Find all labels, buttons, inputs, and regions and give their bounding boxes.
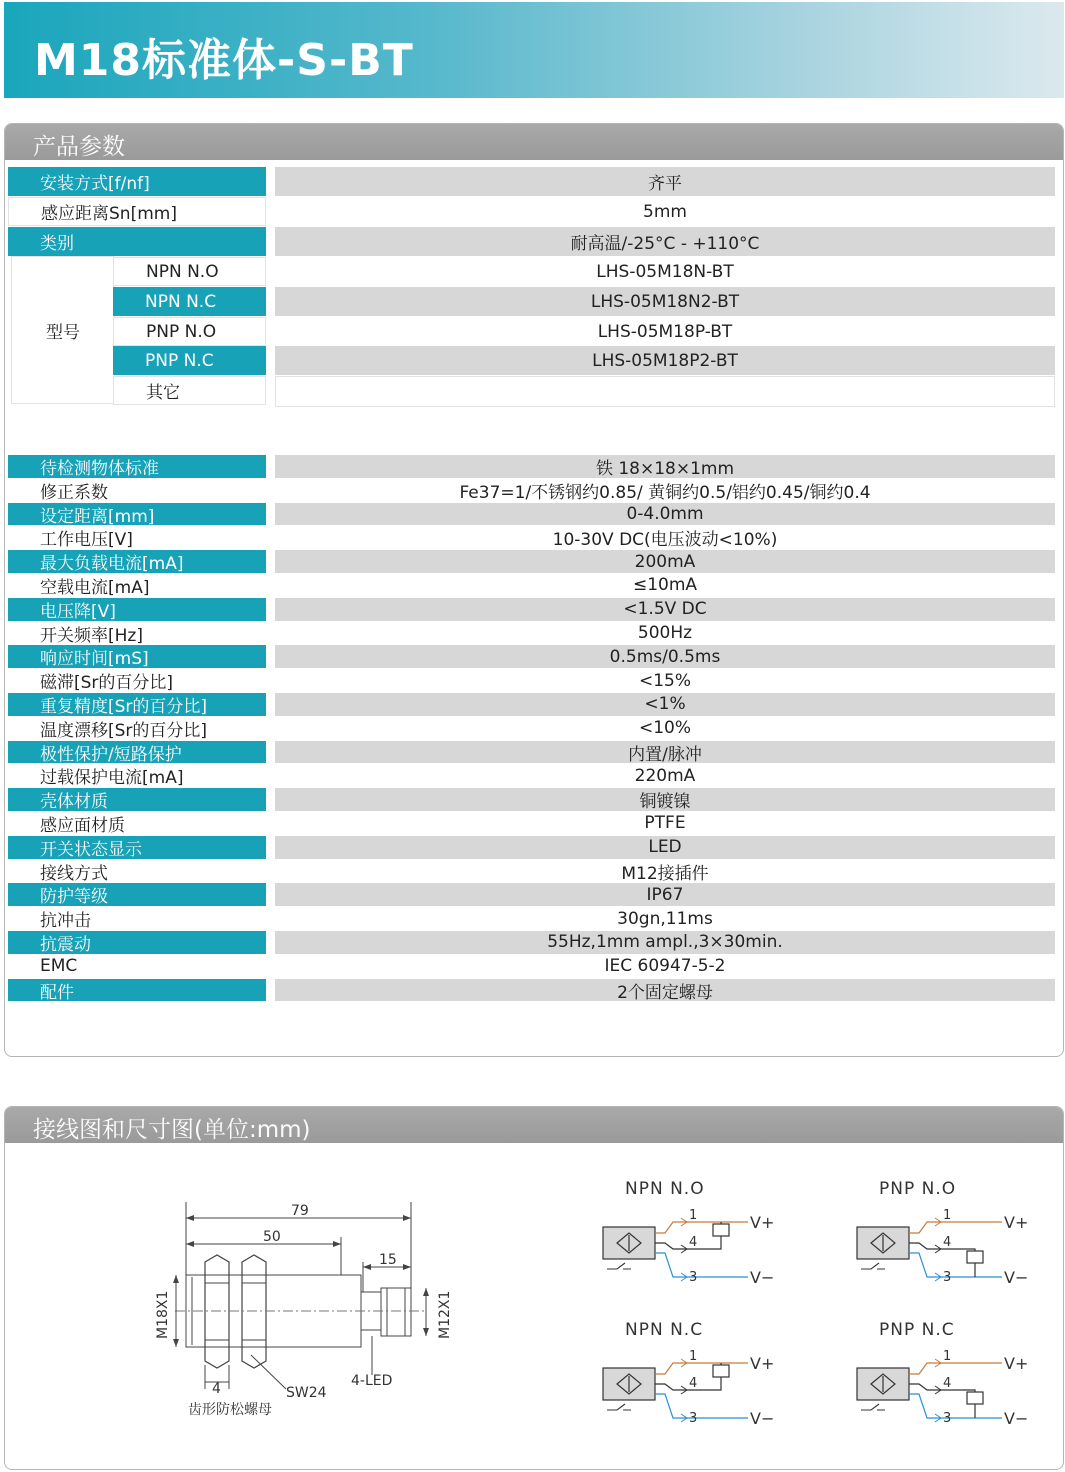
- dim-15: 15: [379, 1252, 397, 1268]
- params-section: [4, 123, 1064, 1057]
- model-value: LHS-05M18P-BT: [275, 317, 1055, 346]
- model-type: NPN N.C: [113, 287, 266, 316]
- load-icon: [967, 1251, 983, 1263]
- spec-label: 设定距离[mm]: [8, 503, 266, 526]
- param-label: 感应距离Sn[mm]: [8, 197, 266, 226]
- param-label: 类别: [8, 227, 266, 256]
- spec-value: 10-30V DC(电压波动<10%): [275, 526, 1055, 549]
- model-value: LHS-05M18N2-BT: [275, 287, 1055, 316]
- spec-value: 铁 18×18×1mm: [275, 455, 1055, 478]
- diagram-title: PNP N.O: [879, 1179, 957, 1199]
- spec-row: [8, 907, 1055, 930]
- vplus-label: V+: [1004, 1213, 1029, 1232]
- spec-label: 响应时间[mS]: [8, 645, 266, 668]
- pin-label: 4: [689, 1235, 698, 1250]
- spec-label: 壳体材质: [8, 788, 266, 811]
- pin-label: 4: [943, 1376, 952, 1391]
- dim-nut: 齿形防松螺母: [188, 1402, 272, 1418]
- spec-row: [8, 693, 1055, 716]
- vminus-label: V−: [750, 1268, 775, 1287]
- spec-label: EMC: [8, 955, 266, 978]
- spec-value: 55Hz,1mm ampl.,3×30min.: [275, 931, 1055, 954]
- spec-value: Fe37=1/不锈钢约0.85/ 黄铜约0.5/铝约0.45/铜约0.4: [275, 479, 1055, 502]
- spec-value: 200mA: [275, 550, 1055, 573]
- model-row: [8, 257, 1055, 286]
- diagram-title: NPN N.O: [625, 1179, 705, 1199]
- spec-row: [8, 836, 1055, 859]
- model-row: [8, 376, 1055, 405]
- wiring-diagram: [857, 1320, 1028, 1428]
- diagram-title: NPN N.C: [625, 1320, 704, 1340]
- model-row: [8, 346, 1055, 375]
- model-label: 型号: [11, 256, 115, 404]
- spec-label: 电压降[V]: [8, 598, 266, 621]
- spec-value: 220mA: [275, 764, 1055, 787]
- spec-value: PTFE: [275, 812, 1055, 835]
- spec-label: 开关频率[Hz]: [8, 622, 266, 645]
- model-value: LHS-05M18P2-BT: [275, 346, 1055, 375]
- vplus-label: V+: [750, 1213, 775, 1232]
- wiring-title-unit: (单位:mm): [194, 1117, 311, 1143]
- pin-label: 1: [943, 1349, 952, 1364]
- spec-row: [8, 526, 1055, 549]
- spec-row: [8, 979, 1055, 1002]
- spec-value: <10%: [275, 717, 1055, 740]
- wiring-title-main: 接线图和尺寸图: [33, 1117, 194, 1143]
- spec-row: [8, 645, 1055, 668]
- vminus-label: V−: [1004, 1409, 1029, 1428]
- pin-label: 4: [943, 1235, 952, 1250]
- spec-label: 抗冲击: [8, 907, 266, 930]
- wiring-diagrams: [5, 1107, 1063, 1469]
- load-icon: [713, 1365, 729, 1377]
- spec-row: [8, 764, 1055, 787]
- param-value: 齐平: [275, 167, 1055, 196]
- spec-row: [8, 479, 1055, 502]
- wiring-diagram: [603, 1320, 774, 1428]
- spec-label: 极性保护/短路保护: [8, 741, 266, 764]
- spec-row: [8, 503, 1055, 526]
- wiring-diagram: [857, 1179, 1028, 1287]
- param-label: 安装方式[f/nf]: [8, 167, 266, 196]
- param-value: 耐高温/-25°C - +110°C: [275, 227, 1055, 256]
- spec-value: <1.5V DC: [275, 598, 1055, 621]
- vplus-label: V+: [750, 1354, 775, 1373]
- model-type: PNP N.C: [113, 346, 266, 375]
- spec-row: [8, 598, 1055, 621]
- spec-row: [8, 860, 1055, 883]
- model-row: [8, 287, 1055, 316]
- dim-m12: M12X1: [437, 1290, 453, 1339]
- model-value: LHS-05M18N-BT: [275, 257, 1055, 286]
- spec-label: 工作电压[V]: [8, 526, 266, 549]
- dim-4: 4: [212, 1381, 221, 1397]
- spec-row: [8, 955, 1055, 978]
- spec-value: 2个固定螺母: [275, 979, 1055, 1002]
- spec-label: 感应面材质: [8, 812, 266, 835]
- dim-led: 4-LED: [351, 1373, 393, 1389]
- spec-value: IEC 60947-5-2: [275, 955, 1055, 978]
- spec-value: 内置/脉冲: [275, 741, 1055, 764]
- spec-label: 过载保护电流[mA]: [8, 764, 266, 787]
- spec-label: 重复精度[Sr的百分比]: [8, 693, 266, 716]
- title-banner: [4, 2, 1064, 98]
- pin-label: 1: [689, 1208, 698, 1223]
- spec-value: 0.5ms/0.5ms: [275, 645, 1055, 668]
- dim-79: 79: [291, 1203, 309, 1219]
- spec-label: 配件: [8, 979, 266, 1002]
- spec-row: [8, 622, 1055, 645]
- spec-label: 空载电流[mA]: [8, 574, 266, 597]
- param-value: 5mm: [275, 197, 1055, 226]
- spec-row: [8, 883, 1055, 906]
- spec-label: 温度漂移[Sr的百分比]: [8, 717, 266, 740]
- pin-label: 3: [689, 1411, 698, 1426]
- spec-row: [8, 741, 1055, 764]
- spec-value: 30gn,11ms: [275, 907, 1055, 930]
- pin-label: 1: [943, 1208, 952, 1223]
- spec-value: ≤10mA: [275, 574, 1055, 597]
- spec-value: M12接插件: [275, 860, 1055, 883]
- params-header: [5, 124, 1063, 160]
- spec-value: LED: [275, 836, 1055, 859]
- spec-row: [8, 455, 1055, 478]
- spec-row: [8, 669, 1055, 692]
- dim-m18: M18X1: [155, 1290, 171, 1339]
- diagram-title: PNP N.C: [879, 1320, 955, 1340]
- spec-label: 开关状态显示: [8, 836, 266, 859]
- model-type: 其它: [113, 376, 266, 405]
- spec-label: 修正系数: [8, 479, 266, 502]
- params-title: 产品参数: [33, 134, 125, 160]
- wiring-section: [4, 1106, 1064, 1470]
- model-type: PNP N.O: [113, 317, 266, 346]
- spec-row: [8, 717, 1055, 740]
- page-title: M18标准体-S-BT: [34, 35, 414, 86]
- vminus-label: V−: [750, 1409, 775, 1428]
- model-type: NPN N.O: [113, 257, 266, 286]
- spec-value: IP67: [275, 883, 1055, 906]
- spec-value: 铜镀镍: [275, 788, 1055, 811]
- spec-label: 接线方式: [8, 860, 266, 883]
- spec-label: 待检测物体标准: [8, 455, 266, 478]
- spec-row: [8, 788, 1055, 811]
- spec-value: 500Hz: [275, 622, 1055, 645]
- spec-label: 抗震动: [8, 931, 266, 954]
- dim-sw24: SW24: [286, 1385, 327, 1401]
- spec-label: 磁滞[Sr的百分比]: [8, 669, 266, 692]
- load-icon: [967, 1392, 983, 1404]
- spec-row: [8, 574, 1055, 597]
- vplus-label: V+: [1004, 1354, 1029, 1373]
- spec-row: [8, 550, 1055, 573]
- spec-row: [8, 931, 1055, 954]
- model-value: [275, 376, 1055, 407]
- spec-value: <15%: [275, 669, 1055, 692]
- pin-label: 4: [689, 1376, 698, 1391]
- spec-label: 防护等级: [8, 883, 266, 906]
- spec-value: 0-4.0mm: [275, 503, 1055, 526]
- dim-50: 50: [263, 1229, 281, 1245]
- spec-row: [8, 812, 1055, 835]
- pin-label: 3: [943, 1270, 952, 1285]
- spec-value: <1%: [275, 693, 1055, 716]
- vminus-label: V−: [1004, 1268, 1029, 1287]
- spec-label: 最大负载电流[mA]: [8, 550, 266, 573]
- pin-label: 3: [943, 1411, 952, 1426]
- model-row: [8, 317, 1055, 346]
- pin-label: 1: [689, 1349, 698, 1364]
- wiring-diagram: [603, 1179, 774, 1287]
- pin-label: 3: [689, 1270, 698, 1285]
- load-icon: [713, 1224, 729, 1236]
